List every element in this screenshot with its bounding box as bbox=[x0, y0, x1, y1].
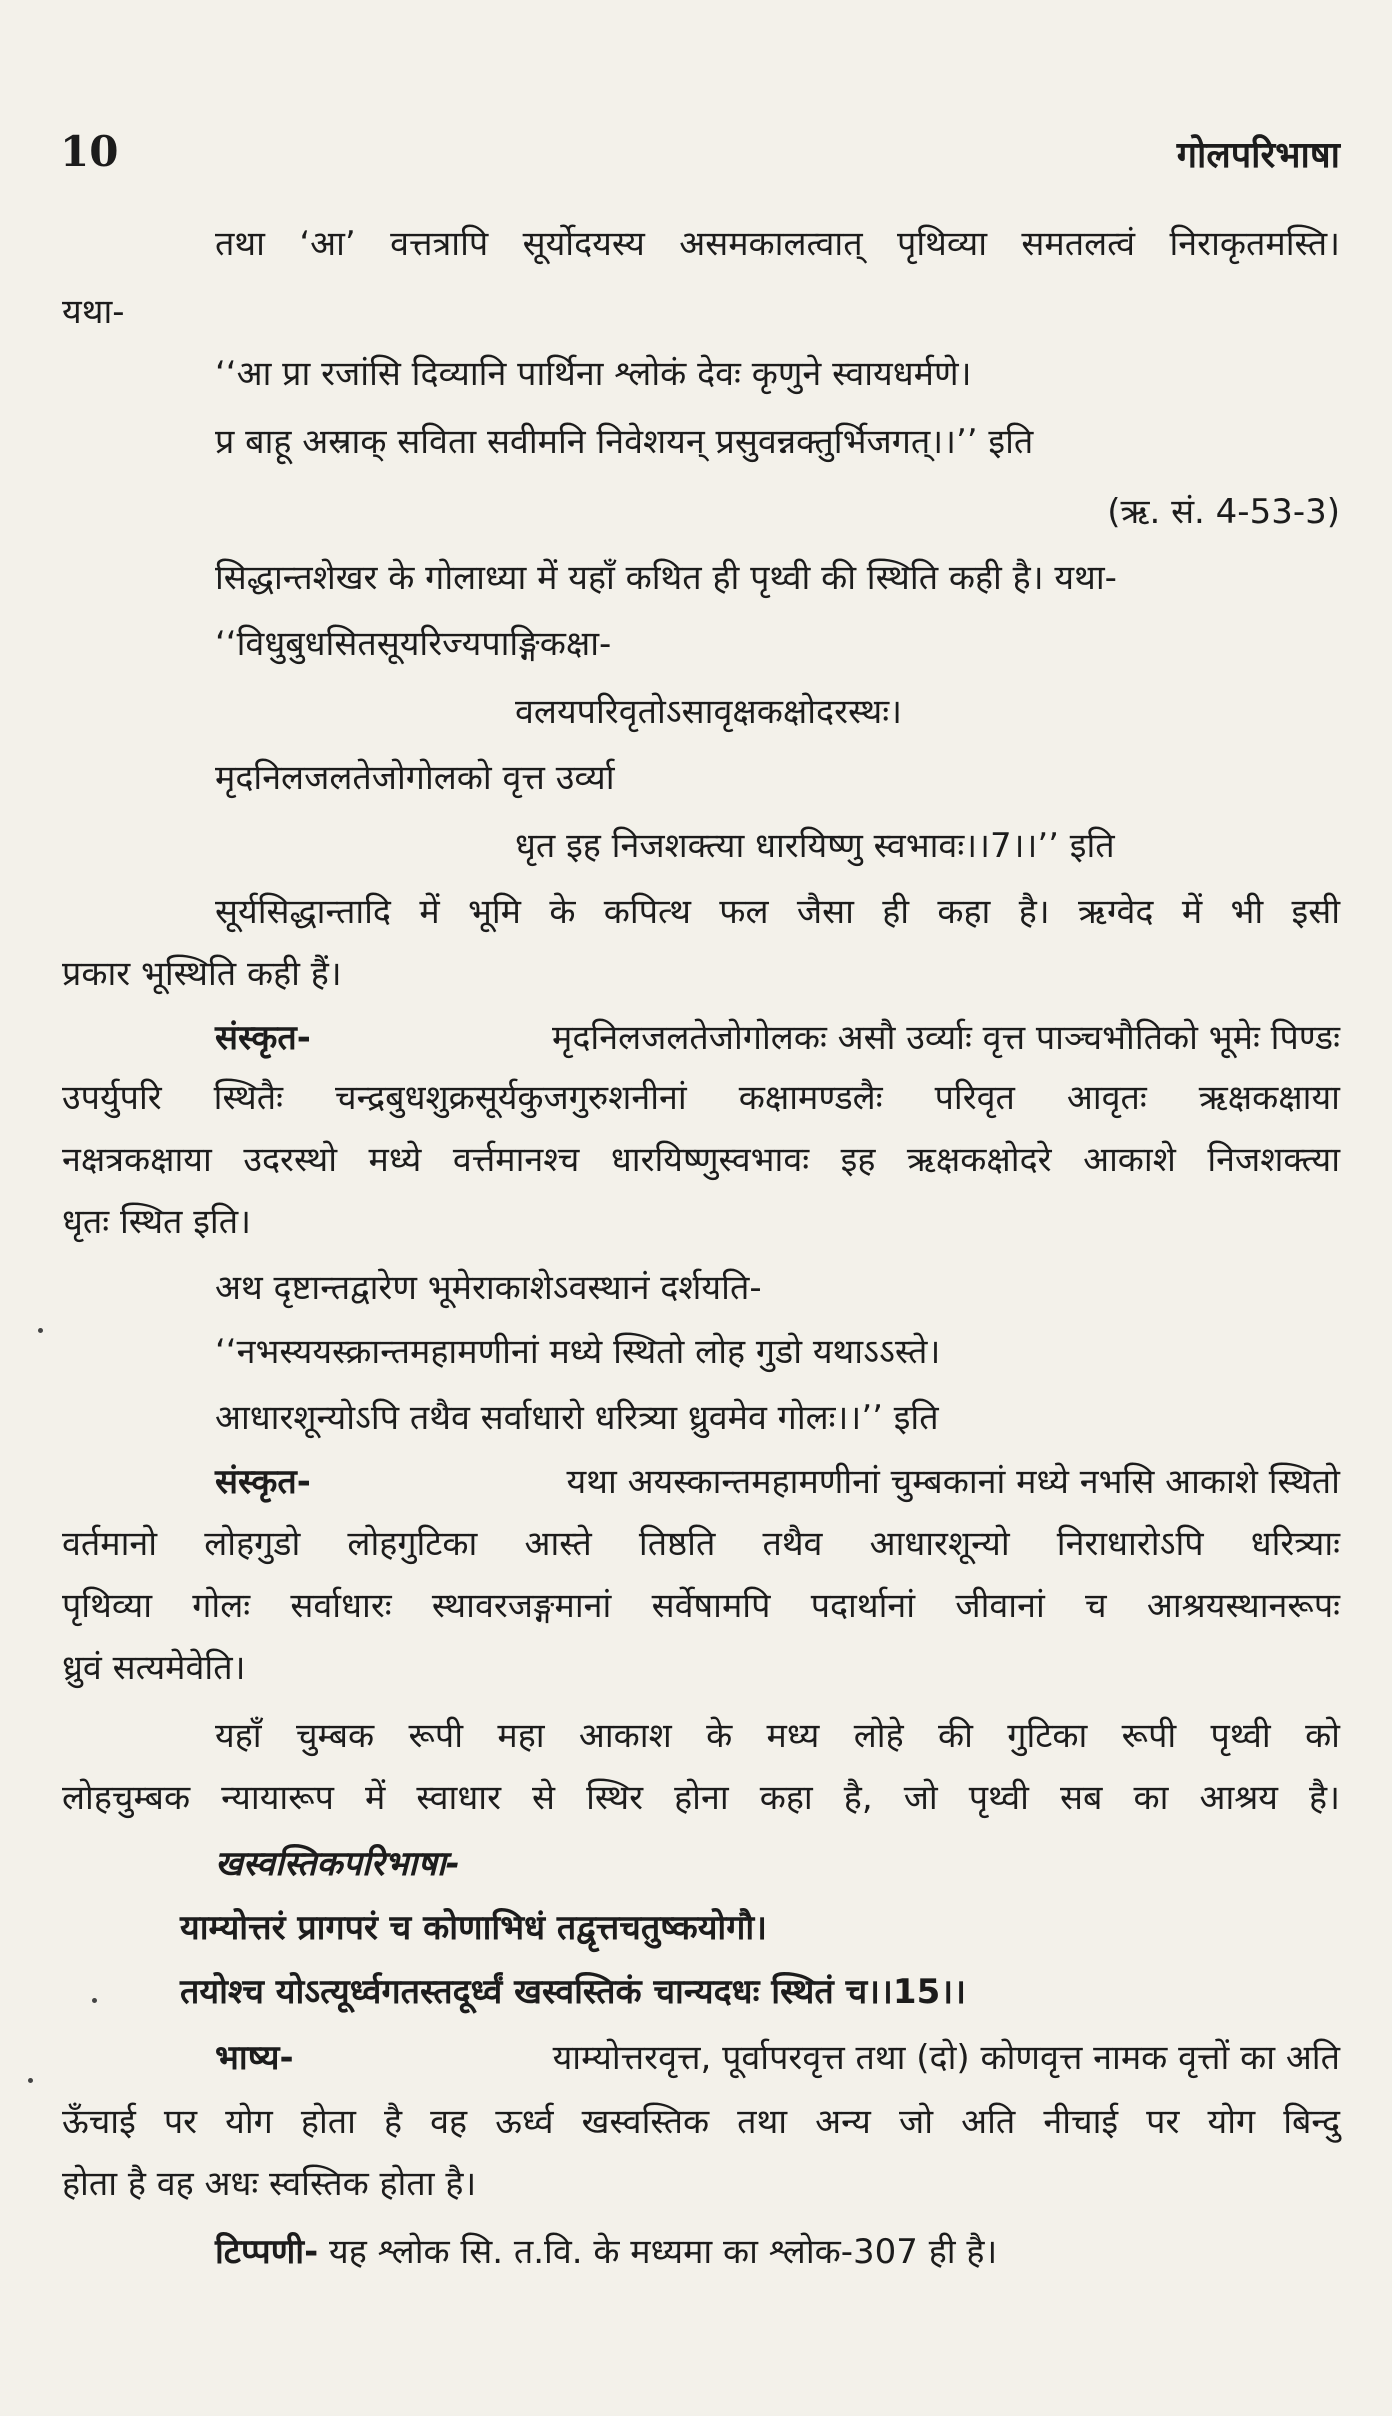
verse-line: वलयपरिवृतोऽसावृक्षकक्षोदरस्थः। bbox=[515, 692, 903, 732]
ink-speck bbox=[28, 2078, 33, 2083]
text-line: यहाँ चुम्बक रूपी महा आकाश के मध्य लोहे की गुटिका रूपी पृथ्वी को bbox=[215, 1716, 1340, 1756]
text-line: तथा ‘आ’ वत्तत्रापि सूर्योदयस्य असमकालत्वात् पृथिव्या समतलत्वं निराकृतमस्ति। bbox=[215, 224, 1340, 264]
sanskrit-label: संस्कृत- bbox=[215, 1462, 311, 1502]
text-line: ऊँचाई पर योग होता है वह ऊर्ध्व खस्वस्तिक तथा अन्य जो अति नीचाई पर योग बिन्दु bbox=[62, 2102, 1340, 2142]
tippani-label: टिप्पणी- bbox=[215, 2232, 319, 2272]
verse-line: ‘‘आ प्रा रजांसि दिव्यानि पार्थिना श्लोकं देवः कृणुने स्वायधर्मणे। bbox=[215, 354, 972, 394]
text-line: लोहचुम्बक न्यायारूप में स्वाधार से स्थिर होना कहा है, जो पृथ्वी सब का आश्रय है। bbox=[62, 1778, 1340, 1818]
verse-line: ‘‘विधुबुधसितसूयरिज्यपाङ्गिकक्षा- bbox=[215, 624, 612, 664]
text-line: नक्षत्रकक्षाया उदरस्थो मध्ये वर्त्तमानश्च धारयिष्णुस्वभावः इह ऋक्षकक्षोदरे आकाशे निजशक्त्या bbox=[62, 1140, 1340, 1180]
tippani-text: यह श्लोक सि. त.वि. के मध्यमा का श्लोक-307 ही है। bbox=[329, 2232, 998, 2272]
verse-line: प्र बाहू अस्राक् सविता सवीमनि निवेशयन् प्रसुवन्नक्तुर्भिजगत्।।’’ इति bbox=[215, 422, 1034, 462]
verse-line: धृत इह निजशक्त्या धारयिष्णु स्वभावः।।7।।’’ इति bbox=[515, 826, 1115, 866]
commentary-line bbox=[215, 1016, 1340, 1060]
text-line: सिद्धान्तशेखर के गोलाध्या में यहाँ कथित ही पृथ्वी की स्थिति कही है। यथा- bbox=[215, 558, 1117, 598]
page-number: 10 bbox=[60, 127, 119, 176]
sloka-line: याम्योत्तरं प्रागपरं च कोणाभिधं तद्वृत्तचतुष्कयोगौ। bbox=[180, 1908, 768, 1948]
tippani-line bbox=[215, 2230, 997, 2274]
text-line: अथ दृष्टान्तद्वारेण भूमेराकाशेऽवस्थानं दर्शयति- bbox=[215, 1268, 762, 1308]
text-line: वर्तमानो लोहगुडो लोहगुटिका आस्ते तिष्ठति तथैव आधारशून्यो निराधारोऽपि धरित्र्याः bbox=[62, 1524, 1340, 1564]
running-title: गोलपरिभाषा bbox=[1176, 135, 1340, 176]
commentary-text: मृदनिलजलतेजोगोलकः असौ उर्व्याः वृत्त पाञ्चभौतिको भूमेः पिण्डः bbox=[552, 1018, 1340, 1058]
text-line: होता है वह अधः स्वस्तिक होता है। bbox=[62, 2164, 477, 2204]
text-line: उपर्युपरि स्थितैः चन्द्रबुधशुक्रसूर्यकुजगुरुशनीनां कक्षामण्डलैः परिवृत आवृतः ऋक्षकक्षाया bbox=[62, 1078, 1340, 1118]
text-line: यथा- bbox=[62, 292, 125, 332]
text-line: ध्रुवं सत्यमेवेति। bbox=[62, 1648, 246, 1688]
commentary-line bbox=[215, 1460, 1340, 1504]
bhashya-text: याम्योत्तरवृत्त, पूर्वापरवृत्त तथा (दो) कोणवृत्त नामक वृत्तों का अति bbox=[552, 2038, 1340, 2078]
bhashya-line bbox=[215, 2036, 1340, 2080]
sloka-line: तयोश्च योऽत्यूर्ध्वगतस्तदूर्ध्वं खस्वस्तिकं चान्यदधः स्थितं च।।15।। bbox=[180, 1972, 967, 2012]
text-line: पृथिव्या गोलः सर्वाधारः स्थावरजङ्गमानां सर्वेषामपि पदार्थानां जीवानां च आश्रयस्थानरूपः bbox=[62, 1586, 1340, 1626]
verse-line: मृदनिलजलतेजोगोलको वृत्त उर्व्या bbox=[215, 758, 615, 798]
sanskrit-label: संस्कृत- bbox=[215, 1018, 311, 1058]
text-line: प्रकार भूस्थिति कही हैं। bbox=[62, 954, 342, 994]
verse-line: ‘‘नभस्ययस्क्रान्तमहामणीनां मध्ये स्थितो लोह गुडो यथाऽऽस्ते। bbox=[215, 1332, 941, 1372]
section-heading: खस्वस्तिकपरिभाषा- bbox=[215, 1844, 460, 1884]
ink-speck bbox=[38, 1328, 43, 1333]
commentary-text: यथा अयस्कान्तमहामणीनां चुम्बकानां मध्ये नभसि आकाशे स्थितो bbox=[566, 1462, 1340, 1502]
citation: (ऋ. सं. 4-53-3) bbox=[1107, 492, 1340, 532]
text-line: सूर्यसिद्धान्तादि में भूमि के कपित्थ फल जैसा ही कहा है। ऋग्वेद में भी इसी bbox=[215, 892, 1340, 932]
verse-line: आधारशून्योऽपि तथैव सर्वाधारो धरित्र्या ध्रुवमेव गोलः।।’’ इति bbox=[215, 1398, 939, 1438]
bhashya-label: भाष्य- bbox=[215, 2038, 294, 2078]
text-line: धृतः स्थित इति। bbox=[62, 1202, 251, 1242]
ink-speck bbox=[92, 1998, 97, 2003]
